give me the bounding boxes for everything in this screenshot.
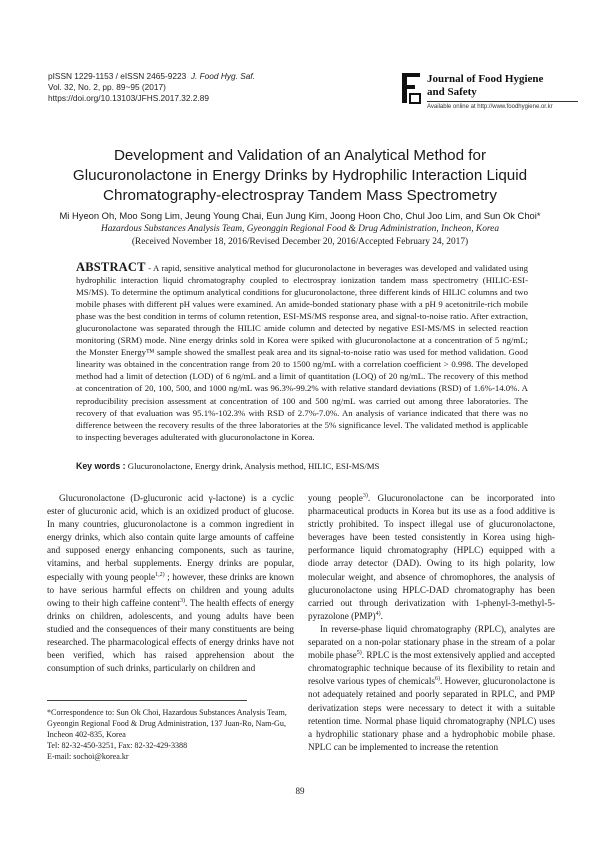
journal-logo-icon <box>400 72 422 105</box>
issn: pISSN 1229-1153 / eISSN 2465-9223 <box>48 71 187 81</box>
journal-logo <box>400 72 580 118</box>
body-column-right <box>308 492 555 754</box>
email[interactable]: E-mail: sochoi@korea.kr <box>47 752 129 761</box>
received-dates: (Received November 18, 2016/Revised December 20, 2016/Accepted February 24, 2017) <box>131 237 469 247</box>
paragraph: Glucuronolactone (D-glucuronic acid γ-lactone) is a cyclic ester of glucuronic acid, which is an oxidized product of glucose. In many countries, glucuronolactone is a common ingredient in energy drinks, which also contain quite large amounts of caffeine and supposed energy enhancing components, such as taurine, vitamins, and herbal supplements. Energy drinks are popular, especially with young people$^{1,2)}$ ; however, these drinks are known to have serious harmful effects on children and young adults owing to their high caffeine content$^{3)}$. The health effects of energy drinks on children, adolescents, and young adults have been studied and the consequences of their many constituents are being researched. The pharmacological effects of energy drinks have not been verified, which has raised apprehension about the consumption of such drinks, particularly on children and <box>47 493 294 674</box>
volume-info: Vol. 32, No. 2, pp. 89~95 (2017) <box>48 82 166 92</box>
journal-abbrev: J. Food Hyg. Saf. <box>190 71 255 81</box>
citation[interactable]: 3) <box>362 492 368 499</box>
paper-title: Development and Validation of an Analytical Method for Glucuronolactone in Energy Drinks by Hydrophilic Interaction Liquid Chromatography-electrospray Tandem Mass Spectrometry <box>72 147 528 204</box>
keywords-text: Glucuronolactone, Energy drink, Analysis method, HILIC, ESI-MS/MS <box>125 461 380 471</box>
affiliation: Hazardous Substances Analysis Team, Gyeonggin Regional Food & Drug Administration, Incheon, Korea <box>100 224 500 234</box>
logo-divider <box>427 101 578 102</box>
keywords-label: Key words : <box>76 461 126 471</box>
abstract <box>76 261 528 443</box>
keywords <box>76 460 528 472</box>
author-list: Mi Hyeon Oh, Moo Song Lim, Jeung Young Chai, Eun Jung Kim, Joong Hoon Cho, Chul Joo Lim, and Sun Ok Choi* <box>59 210 541 221</box>
journal-url[interactable]: Available online at http://www.foodhygiene.or.kr <box>427 104 553 110</box>
footnote-divider <box>47 700 247 701</box>
abstract-label: ABSTRACT <box>76 260 146 274</box>
citation[interactable]: 5) <box>356 650 362 657</box>
journal-name: Journal of Food Hygiene and Safety <box>427 73 544 98</box>
citation[interactable]: 1,2) <box>155 571 165 578</box>
correspondence-footnote: *Correspondence to: Sun Ok Choi, Hazardous Substances Analysis Team, Gyeongin Regional Food & Drug Administration, 137 Juan-Ro, Nam-Gu, Incheon 402-835, Korea Tel: 82-32-450-3251, Fax: 82-32-429-3388 E-mail: sochoi@korea.kr <box>47 707 297 762</box>
paragraph: young people$^{3)}$. Glucuronolactone can be incorporated into pharmaceutical products in Korea but its use as a food additive is strictly prohibited. To inspect illegal use of glucuronolactone, beverages have been tested consistently in Korea using high-performance liquid chromatography (HPLC) equipped with a diode array detector (DAD). Owing to its high polarity, low molecular weight, and absence of chromophores, the analysis of glucuronolactone using HPLC-DAD chromatography has been carried out through derivatization with 1-phenyl-3-methyl-5-pyrazolone (PMP)$^{4)}$. <box>308 492 555 621</box>
citation[interactable]: 6) <box>434 676 440 683</box>
citation[interactable]: 3) <box>180 597 186 604</box>
abstract-text: - A rapid, sensitive analytical method for glucuronolactone in beverages was developed and validated using hydrophilic interaction liquid chromatography coupled to electrospray ionization tandem mass spectrometry (HILIC-ESI-MS/MS). To determine the optimum analytical conditions for glucuronolactone, three different kinds of HILIC columns and two mobile phases with different pH values were examined. An amide-bonded stationary phase with a pH 9 acetonitrile-rich mobile phase was the best condition in terms of column retention, ESI-MS/MS response area, and signal-to-noise ratio. After extraction, glucuronolactone was separated through the HILIC amide column and detected by negative ESI-MS/MS in selected reaction monitoring (SRM) mode. Nine energy drinks sold in Korea were spiked with glucuronolactone at a concentration of 5 ng/mL; the Monster Energy™ sample showed the smallest peak area and its signal-to-noise ratio was used for method validation. Good linearity was obtained in the concentration range from 20 to 1500 ng/mL with a correlation coefficient > 0.998. The developed method had a limit of detection (LOD) of 6 ng/mL and a limit of quantitation (LOQ) of 20 ng/mL. The recovery of this method at concentration of 20, 100, 500, and 1000 ng/mL was 96.3%-99.2% with relative standard deviations (RSD) of 1.6%-14.0%. A reproducibility precision assessment at concentration of 100 and 500 ng/mL was carried out among three laboratories. The recovery of that evaluation was 95.1%-102.3% with RSD of 2.7%-7.0%. An analysis of variance indicated that there was no difference between the recovery results of the three laboratories at the 5% significance level. The validated method is applicable to inspecting beverages adulterated with glucuronolactone in Korea. <box>76 263 528 442</box>
body-column-left <box>47 492 294 675</box>
doi-link[interactable]: https://doi.org/10.13103/JFHS.2017.32.2.89 <box>48 93 209 103</box>
paragraph: In reverse-phase liquid chromatography (RPLC), analytes are separated on a non-polar stationary phase in the stream of a polar mobile phase$^{5)}$. RPLC is the most extensively applied and accepted chromatographic technique because of its flexibility to retain and resolve various types of chemicals$^{6)}$. However, glucuronolactone is not adequately retained and poorly separated in RPLC, and PMP derivatization steps were necessary to detect it with a suitable retention time. Normal phase liquid chromatography (NPLC) uses a hydrophilic stationary phase and a hydrophobic mobile phase. NPLC can be implemented to increase the retention <box>308 623 556 752</box>
article-metadata <box>48 71 308 104</box>
citation[interactable]: 4) <box>375 610 381 617</box>
page-number: 89 <box>295 786 305 796</box>
